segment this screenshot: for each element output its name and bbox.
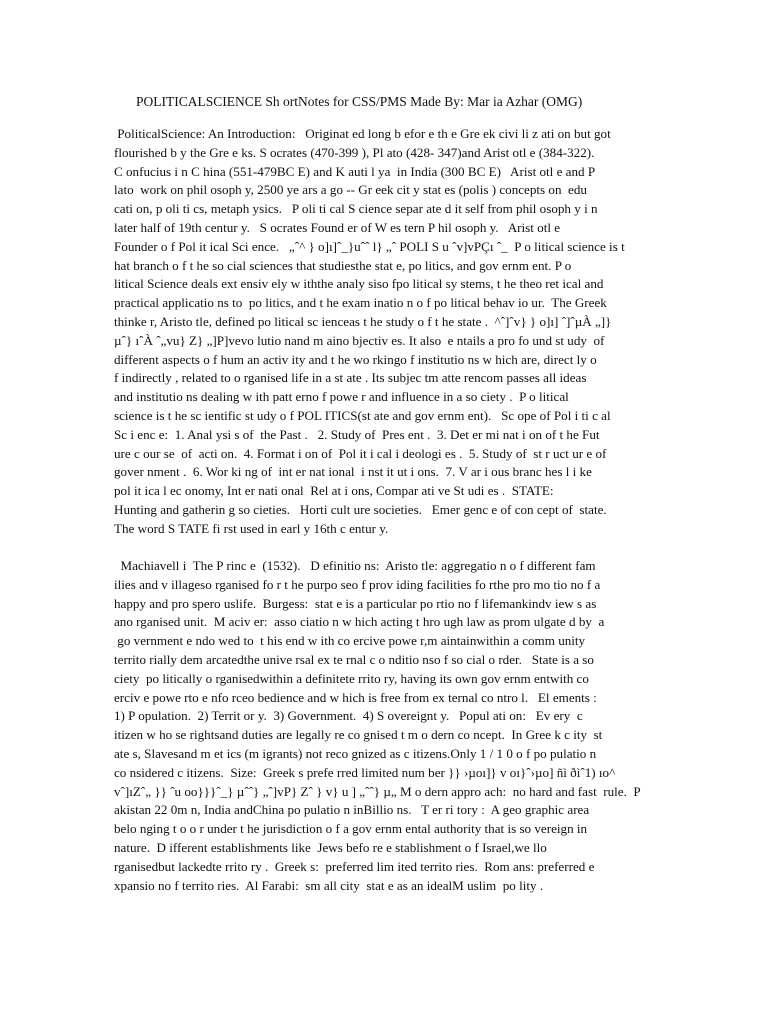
text-line: rganisedbut lackedte rrito ry . Greek s: preferred lim ited territo ries. Rom ans: preferred e	[114, 858, 595, 874]
text-line: ciety po litically o rganisedwithin a definitete rrito ry, having its own gov ernm entwith co	[114, 670, 589, 686]
text-line: thinke r, Aristo tle, defined po litical sc ienceas t he study o f t he state . ^ˆ]ˆv} } o]ı] ˆ]ˆµÀ „]}	[114, 313, 612, 329]
text-line: vˆ]ıZˆ„ }} ˆu oo}}}ˆ_} µˆˆ} „ˆ]vP} Zˆ } v} u ] „ˆˆ} µ„ M o dern appro ach: no hard and fast rule. P	[114, 783, 641, 799]
text-line: flourished b y the Gre e ks. S ocrates (470-399 ), Pl ato (428- 347)and Arist otl e (384-322).	[114, 144, 595, 160]
document-title: POLITICALSCIENCE Sh ortNotes for CSS/PMS Made By: Mar ia Azhar (OMG)	[136, 94, 583, 109]
text-line: 1) P opulation. 2) Territ or y. 3) Government. 4) S overeignt y. Popul ati on: Ev ery c	[114, 708, 583, 724]
text-line: Machiavell i The P rinc e (1532). D efinitio ns: Aristo tle: aggregatio n o f different fam	[114, 558, 596, 573]
text-line: µˆ} ıˆÀ ˆ„vu} Z} „]P]vevo lutio nand m aino bjectiv es. It also e ntails a pro fo und st udy of	[114, 332, 605, 348]
text-line: PoliticalScience: An Introduction: Originat ed long b efor e th e Gre ek civi li z ati on but got	[114, 126, 611, 141]
text-line: happy and pro spero uslife. Burgess: stat e is a particular po rtio no f lifemankindv iew s as	[114, 595, 597, 611]
text-line: f indirectly , related to o rganised life in a st ate . Its subjec tm atte rencom passes all ideas	[114, 370, 587, 386]
text-line: ilies and v illageso rganised fo r t he purpo seo f prov iding facilities fo rthe pro mo tio no f a	[114, 576, 601, 592]
text-line: go vernment e ndo wed to t his end w ith co ercive powe r,m aintainwithin a comm unity	[114, 633, 586, 649]
text-line: lato work on phil osoph y, 2500 ye ars a go -- Gr eek cit y stat es (polis ) concepts on edu	[114, 182, 587, 198]
text-line: nature. D ifferent establishments like Jews befo re e stablishment o f Israel,we llo	[114, 839, 547, 855]
text-line: different aspects o f hum an activ ity and t he wo rkingo f institutio ns w hich are, direct ly o	[114, 351, 597, 367]
text-line: ate s, Slavesand m et ics (m igrants) not reco gnized as c itizens.Only 1 / 1 0 o f po pulatio n	[114, 745, 597, 761]
text-line: science is t he sc ientific st udy o f POL ITICS(st ate and gov ernm ent). Sc ope of Pol i ti c al	[114, 407, 611, 423]
text-line: erciv e powe rto e nfo rceo bedience and w hich is free from ex ternal co ntro l. El ements :	[114, 689, 597, 705]
text-line: ure c our se of acti on. 4. Format i on of Pol it i cal i deologi es . 5. Study of st r uct ur e of	[114, 445, 607, 461]
text-line: Sc i enc e: 1. Anal ysi s of the Past . 2. Study of Pres ent . 3. Det er mi nat i on of t he Fut	[114, 426, 600, 442]
text-line: later half of 19th centur y. S ocrates Found er of W es tern P hil osoph y. Arist otl e	[114, 219, 561, 235]
text-line: co nsidered c itizens. Size: Greek s prefe rred limited num ber }} ›µoı]} v oı}ˆ›µo] ñì ðìˆ1) ıo^	[114, 764, 616, 780]
text-line: practical applicatio ns to po litics, and t he exam inatio n o f po litical behav io ur. The Greek	[114, 295, 607, 311]
text-line: gover nment . 6. Wor ki ng of int er nat ional i nst it ut i ons. 7. V ar i ous branc hes l i ke	[114, 464, 592, 480]
text-line: cati on, p oli ti cs, metaph ysics. P oli ti cal S cience separ ate d it self from phil osoph y i n	[114, 201, 598, 217]
text-line: xpansio no f territo ries. Al Farabi: sm all city stat e as an idealM uslim po lity .	[114, 877, 544, 893]
text-line: and institutio ns dealing w ith patt erno f powe r and influence in a so ciety . P o litical	[114, 389, 569, 405]
text-line: akistan 22 0m n, India andChina po pulatio n inBillio ns. T er ri tory : A geo graphic area	[114, 802, 590, 818]
paragraph-introduction	[114, 125, 714, 539]
text-line: territo rially dem arcatedthe unive rsal ex te rnal c o nditio nso f so cial o rder. State is a so	[114, 651, 594, 667]
text-line: itizen w ho se rightsand duties are legally re co gnised t m o dern co ncept. In Gree k c ity st	[114, 727, 603, 743]
paragraph-definitions	[114, 557, 714, 895]
text-line: C onfucius i n C hina (551-479BC E) and K auti l ya in India (300 BC E) Arist otl e and P	[114, 163, 596, 179]
text-line: belo nging t o o r under t he jurisdiction o f a gov ernm ental authority that is so vereign in	[114, 821, 588, 837]
text-line: litical Science deals ext ensiv ely w iththe analy siso fpo litical sy stems, t he theo ret ical and	[114, 276, 604, 292]
text-line: ano rganised unit. M aciv er: asso ciatio n w hich acting t hro ugh law as prom ulgate d by a	[114, 614, 605, 630]
text-line: The word S TATE fi rst used in earl y 16th c entur y.	[114, 520, 389, 536]
text-line: pol it ica l ec onomy, Int er nati onal Rel at i ons, Compar ati ve St udi es . STATE:	[114, 483, 554, 499]
text-line: Founder o f Pol it ical Sci ence. „ˆ^ } o]ı]ˆ_}uˆˆ l} „ˆ POLI S u ˆv]vPÇı ˆ_ P o litical science is t	[114, 238, 625, 254]
text-line: Hunting and gatherin g so cieties. Horti cult ure societies. Emer genc e of con cept of state.	[114, 501, 607, 517]
text-line: hat branch o f t he so cial sciences that studiesthe stat e, po litics, and gov ernm ent. P o	[114, 257, 572, 273]
